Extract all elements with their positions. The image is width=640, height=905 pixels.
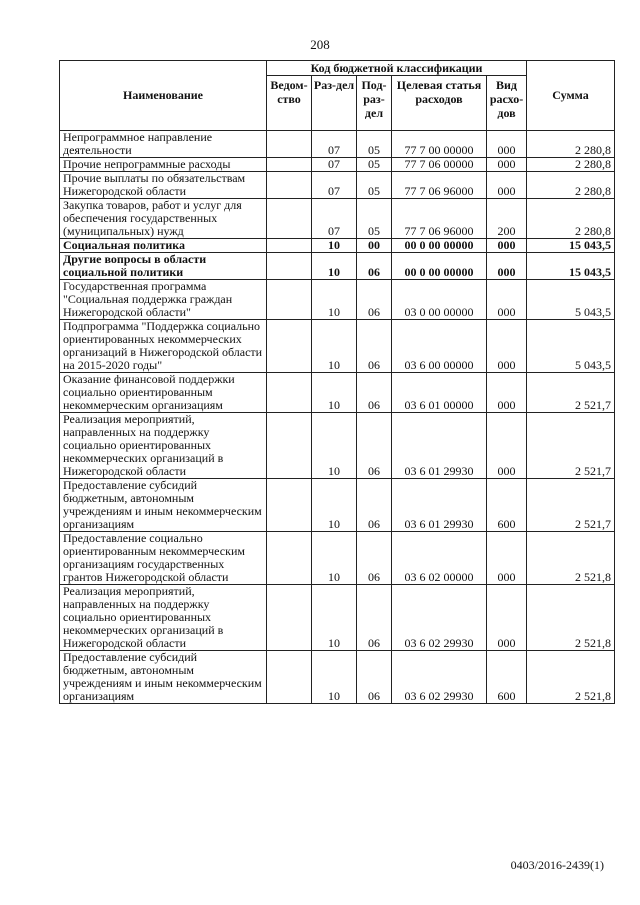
cell-vedomstvo bbox=[267, 651, 312, 704]
cell-summa: 15 043,5 bbox=[527, 239, 615, 253]
cell-name: Предоставление субсидий бюджетным, автономным учреждениям и иным некоммерческим организациям bbox=[60, 651, 267, 704]
table-row bbox=[60, 651, 615, 704]
cell-celevaya: 03 6 00 00000 bbox=[392, 320, 487, 373]
cell-celevaya: 03 6 01 00000 bbox=[392, 373, 487, 413]
cell-celevaya: 00 0 00 00000 bbox=[392, 253, 487, 280]
cell-razdel: 10 bbox=[312, 585, 357, 651]
cell-celevaya: 03 6 02 29930 bbox=[392, 651, 487, 704]
table-row bbox=[60, 373, 615, 413]
cell-podrazdel: 06 bbox=[357, 253, 392, 280]
cell-celevaya: 77 7 06 96000 bbox=[392, 199, 487, 239]
document-code: 0403/2016-2439(1) bbox=[510, 858, 604, 872]
cell-name: Прочие непрограммные расходы bbox=[60, 158, 267, 172]
cell-summa: 2 521,7 bbox=[527, 413, 615, 479]
cell-summa: 15 043,5 bbox=[527, 253, 615, 280]
table-row bbox=[60, 172, 615, 199]
cell-vid: 000 bbox=[487, 532, 527, 585]
cell-vedomstvo bbox=[267, 585, 312, 651]
cell-podrazdel: 06 bbox=[357, 479, 392, 532]
budget-table bbox=[59, 60, 615, 704]
cell-name: Другие вопросы в области социальной политики bbox=[60, 253, 267, 280]
cell-vid: 000 bbox=[487, 413, 527, 479]
cell-name: Реализация мероприятий, направленных на поддержку социально ориентированных некоммерческих организаций в Нижегородской области bbox=[60, 585, 267, 651]
cell-summa: 2 521,7 bbox=[527, 373, 615, 413]
cell-razdel: 10 bbox=[312, 280, 357, 320]
header-celevaya: Целевая статья расходов bbox=[392, 76, 487, 131]
cell-vid: 000 bbox=[487, 131, 527, 158]
cell-vedomstvo bbox=[267, 131, 312, 158]
cell-celevaya: 77 7 00 00000 bbox=[392, 131, 487, 158]
cell-razdel: 07 bbox=[312, 172, 357, 199]
cell-vedomstvo bbox=[267, 413, 312, 479]
cell-celevaya: 03 0 00 00000 bbox=[392, 280, 487, 320]
cell-name: Прочие выплаты по обязательствам Нижегородской области bbox=[60, 172, 267, 199]
cell-razdel: 10 bbox=[312, 532, 357, 585]
cell-vedomstvo bbox=[267, 373, 312, 413]
header-vedomstvo: Ведом-ство bbox=[267, 76, 312, 131]
cell-vedomstvo bbox=[267, 532, 312, 585]
cell-vid: 000 bbox=[487, 280, 527, 320]
cell-summa: 2 280,8 bbox=[527, 199, 615, 239]
cell-vedomstvo bbox=[267, 172, 312, 199]
cell-razdel: 07 bbox=[312, 158, 357, 172]
cell-vedomstvo bbox=[267, 199, 312, 239]
cell-summa: 2 280,8 bbox=[527, 172, 615, 199]
cell-razdel: 10 bbox=[312, 320, 357, 373]
cell-podrazdel: 06 bbox=[357, 413, 392, 479]
header-vid: Вид расхо-дов bbox=[487, 76, 527, 131]
cell-vedomstvo bbox=[267, 479, 312, 532]
table-row bbox=[60, 131, 615, 158]
cell-razdel: 07 bbox=[312, 199, 357, 239]
cell-podrazdel: 06 bbox=[357, 532, 392, 585]
cell-vid: 000 bbox=[487, 585, 527, 651]
cell-razdel: 10 bbox=[312, 239, 357, 253]
cell-name: Предоставление социально ориентированным некоммерческим организациям государственных грантов Нижегородской области bbox=[60, 532, 267, 585]
cell-razdel: 10 bbox=[312, 651, 357, 704]
cell-name: Подпрограмма "Поддержка социально ориентированных некоммерческих организаций в Нижегородской области на 2015-2020 годы" bbox=[60, 320, 267, 373]
table-body bbox=[60, 131, 615, 704]
cell-vid: 000 bbox=[487, 373, 527, 413]
cell-celevaya: 03 6 01 29930 bbox=[392, 479, 487, 532]
cell-name: Непрограммное направление деятельности bbox=[60, 131, 267, 158]
cell-vid: 000 bbox=[487, 158, 527, 172]
cell-vid: 000 bbox=[487, 239, 527, 253]
table-row bbox=[60, 239, 615, 253]
cell-vid: 600 bbox=[487, 651, 527, 704]
cell-podrazdel: 05 bbox=[357, 158, 392, 172]
header-name: Наименование bbox=[60, 61, 267, 131]
cell-summa: 5 043,5 bbox=[527, 320, 615, 373]
cell-celevaya: 03 6 01 29930 bbox=[392, 413, 487, 479]
cell-vid: 000 bbox=[487, 320, 527, 373]
cell-name: Реализация мероприятий, направленных на поддержку социально ориентированных некоммерческих организаций в Нижегородской области bbox=[60, 413, 267, 479]
header-kod-group: Код бюджетной классификации bbox=[267, 61, 527, 76]
table-row bbox=[60, 199, 615, 239]
cell-podrazdel: 06 bbox=[357, 585, 392, 651]
cell-podrazdel: 06 bbox=[357, 651, 392, 704]
cell-podrazdel: 00 bbox=[357, 239, 392, 253]
cell-razdel: 07 bbox=[312, 131, 357, 158]
page-number: 208 bbox=[310, 37, 330, 52]
header-summa: Сумма bbox=[527, 61, 615, 131]
table-row bbox=[60, 585, 615, 651]
table-row bbox=[60, 413, 615, 479]
cell-summa: 2 521,8 bbox=[527, 585, 615, 651]
table-row bbox=[60, 532, 615, 585]
header-podrazdel: Под-раз-дел bbox=[357, 76, 392, 131]
cell-razdel: 10 bbox=[312, 413, 357, 479]
cell-summa: 2 280,8 bbox=[527, 131, 615, 158]
cell-name: Социальная политика bbox=[60, 239, 267, 253]
cell-celevaya: 03 6 02 00000 bbox=[392, 532, 487, 585]
cell-summa: 2 280,8 bbox=[527, 158, 615, 172]
cell-podrazdel: 06 bbox=[357, 373, 392, 413]
cell-vedomstvo bbox=[267, 320, 312, 373]
cell-name: Закупка товаров, работ и услуг для обеспечения государственных (муниципальных) нужд bbox=[60, 199, 267, 239]
table-row bbox=[60, 253, 615, 280]
cell-podrazdel: 06 bbox=[357, 280, 392, 320]
cell-summa: 2 521,8 bbox=[527, 651, 615, 704]
cell-vid: 600 bbox=[487, 479, 527, 532]
cell-razdel: 10 bbox=[312, 373, 357, 413]
cell-vid: 200 bbox=[487, 199, 527, 239]
cell-podrazdel: 05 bbox=[357, 172, 392, 199]
cell-celevaya: 00 0 00 00000 bbox=[392, 239, 487, 253]
cell-celevaya: 77 7 06 96000 bbox=[392, 172, 487, 199]
cell-razdel: 10 bbox=[312, 479, 357, 532]
cell-name: Предоставление субсидий бюджетным, автономным учреждениям и иным некоммерческим организациям bbox=[60, 479, 267, 532]
cell-name: Оказание финансовой поддержки социально ориентированным некоммерческим организациям bbox=[60, 373, 267, 413]
cell-vedomstvo bbox=[267, 239, 312, 253]
cell-celevaya: 77 7 06 00000 bbox=[392, 158, 487, 172]
table-row bbox=[60, 320, 615, 373]
cell-name: Государственная программа "Социальная поддержка граждан Нижегородской области" bbox=[60, 280, 267, 320]
cell-vid: 000 bbox=[487, 253, 527, 280]
cell-vedomstvo bbox=[267, 280, 312, 320]
cell-razdel: 10 bbox=[312, 253, 357, 280]
cell-vedomstvo bbox=[267, 253, 312, 280]
cell-vid: 000 bbox=[487, 172, 527, 199]
cell-celevaya: 03 6 02 29930 bbox=[392, 585, 487, 651]
cell-summa: 2 521,7 bbox=[527, 479, 615, 532]
table-row bbox=[60, 280, 615, 320]
table-row bbox=[60, 158, 615, 172]
cell-podrazdel: 06 bbox=[357, 320, 392, 373]
cell-podrazdel: 05 bbox=[357, 131, 392, 158]
cell-podrazdel: 05 bbox=[357, 199, 392, 239]
header-razdel: Раз-дел bbox=[312, 76, 357, 131]
cell-summa: 5 043,5 bbox=[527, 280, 615, 320]
cell-summa: 2 521,8 bbox=[527, 532, 615, 585]
table-row bbox=[60, 479, 615, 532]
cell-vedomstvo bbox=[267, 158, 312, 172]
